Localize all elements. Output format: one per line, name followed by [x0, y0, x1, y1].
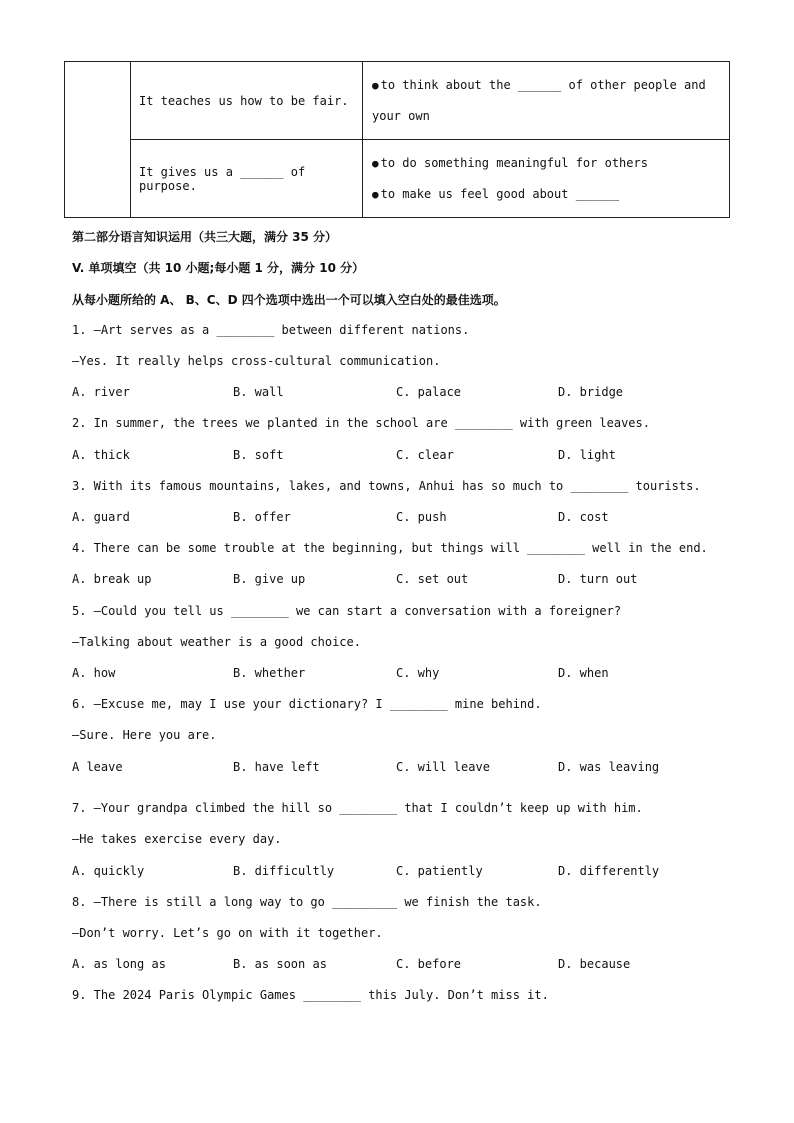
option-d: D. cost — [558, 510, 609, 524]
bullet-text: to think about the ______ of other people and your own — [372, 78, 706, 123]
option-b: B. give up — [233, 572, 306, 586]
table-cell-right — [363, 62, 730, 140]
values-table — [64, 61, 730, 218]
bullet-text: to make us feel good about ______ — [380, 186, 620, 201]
option-d: D. when — [558, 666, 609, 680]
bullet-item — [372, 148, 721, 179]
option-c: C. before — [396, 957, 462, 971]
table-text: It teaches us how to be fair. — [139, 93, 349, 108]
option-d: D. turn out — [558, 572, 638, 586]
option-d: D. was leaving — [558, 760, 660, 774]
question-8-line-1: 8. —There is still a long way to go _________ we finish the task. — [72, 895, 542, 909]
table-row — [65, 140, 730, 218]
option-b: B. whether — [233, 666, 306, 680]
option-d: D. bridge — [558, 385, 624, 399]
bullet-dot-icon: ● — [372, 187, 379, 201]
table-cell-right — [363, 140, 730, 218]
bullet-item — [372, 70, 721, 131]
question-5-line-1: 5. —Could you tell us ________ we can start a conversation with a foreigner? — [72, 604, 622, 618]
option-d: D. because — [558, 957, 631, 971]
option-a: A. river — [72, 385, 130, 399]
question-1-line-1: 1. —Art serves as a ________ between different nations. — [72, 323, 470, 337]
instruction-text: 从每小题所给的 A、 B、C、D 四个选项中选出一个可以填入空白处的最佳选项。 — [72, 293, 506, 307]
option-a: A. quickly — [72, 864, 145, 878]
question-7-line-1: 7. —Your grandpa climbed the hill so ________ that I couldn’t keep up with him. — [72, 801, 643, 815]
option-b: B. offer — [233, 510, 291, 524]
question-9-line-1: 9. The 2024 Paris Olympic Games ________ this July. Don’t miss it. — [72, 988, 549, 1002]
bullet-item — [372, 179, 721, 210]
option-a: A leave — [72, 760, 123, 774]
question-6-line-1: 6. —Excuse me, may I use your dictionary? I ________ mine behind. — [72, 697, 542, 711]
option-a: A. as long as — [72, 957, 166, 971]
table-cell-middle — [131, 62, 363, 140]
table-cell-left — [65, 62, 131, 218]
option-c: C. push — [396, 510, 447, 524]
option-d: D. differently — [558, 864, 660, 878]
option-c: C. why — [396, 666, 440, 680]
bullet-dot-icon: ● — [372, 156, 379, 170]
section-heading: V. 单项填空（共 10 小题;每小题 1 分，满分 10 分） — [72, 261, 365, 275]
question-2-line-1: 2. In summer, the trees we planted in the school are ________ with green leaves. — [72, 416, 650, 430]
table-cell-middle — [131, 140, 363, 218]
option-a: A. how — [72, 666, 116, 680]
option-a: A. thick — [72, 448, 130, 462]
table-row — [65, 62, 730, 140]
question-3-line-1: 3. With its famous mountains, lakes, and towns, Anhui has so much to ________ tourists. — [72, 479, 701, 493]
question-4-line-1: 4. There can be some trouble at the beginning, but things will ________ well in the end. — [72, 541, 708, 555]
option-b: B. as soon as — [233, 957, 327, 971]
option-b: B. difficultly — [233, 864, 335, 878]
option-c: C. clear — [396, 448, 454, 462]
part-heading: 第二部分语言知识运用（共三大题，满分 35 分） — [72, 230, 338, 244]
option-c: C. set out — [396, 572, 469, 586]
option-a: A. guard — [72, 510, 130, 524]
option-c: C. palace — [396, 385, 462, 399]
question-8-line-2: —Don’t worry. Let’s go on with it together. — [72, 926, 383, 940]
question-5-line-2: —Talking about weather is a good choice. — [72, 635, 361, 649]
bullet-dot-icon: ● — [372, 79, 379, 92]
option-c: C. will leave — [396, 760, 490, 774]
table-text: It gives us a ______ of purpose. — [139, 164, 306, 193]
question-7-line-2: —He takes exercise every day. — [72, 832, 282, 846]
option-a: A. break up — [72, 572, 152, 586]
option-b: B. have left — [233, 760, 320, 774]
option-b: B. wall — [233, 385, 284, 399]
option-b: B. soft — [233, 448, 284, 462]
option-d: D. light — [558, 448, 616, 462]
question-6-line-2: —Sure. Here you are. — [72, 728, 217, 742]
bullet-text: to do something meaningful for others — [380, 155, 648, 170]
option-c: C. patiently — [396, 864, 483, 878]
question-1-line-2: —Yes. It really helps cross-cultural communication. — [72, 354, 441, 368]
